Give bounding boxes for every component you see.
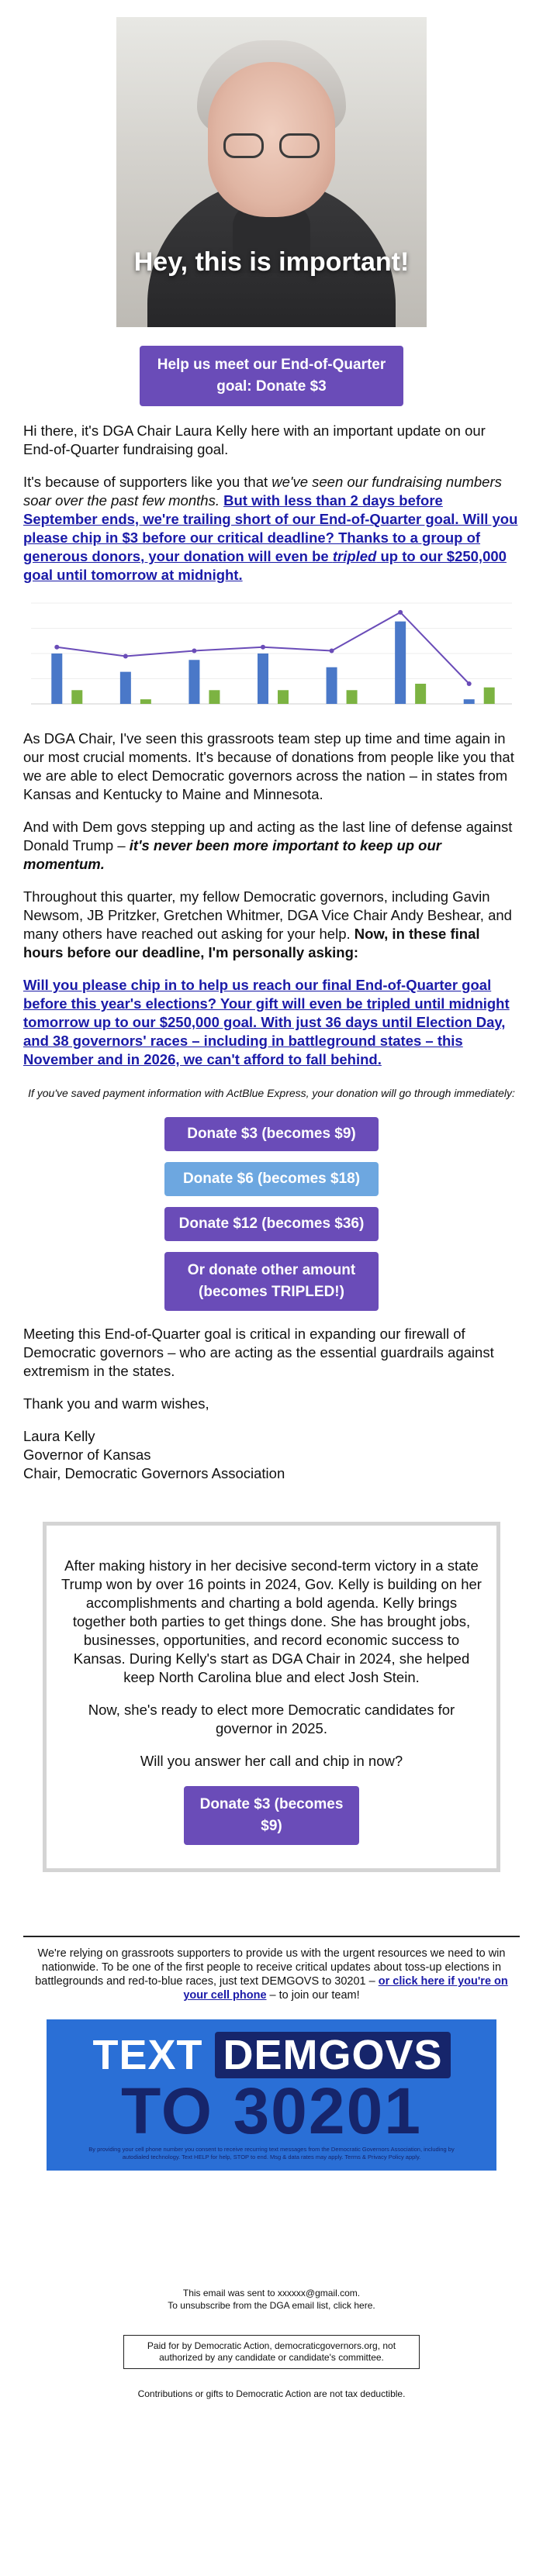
unsubscribe-link[interactable]: click here. xyxy=(333,2300,375,2311)
chart-point-1 xyxy=(54,645,59,650)
donate-3-button[interactable]: Donate $3 (becomes $9) xyxy=(164,1117,379,1151)
donate-text-link[interactable]: But with less than 2 days before September ends, we're trailing short of our End-of-Quarter goal. Will you please chip in $3 before our critical deadline? Thanks to a group of generous donors, your donation will even be tripled up to our $250,000 goal until tomorrow at midnight. xyxy=(23,492,518,583)
chart-bar-green-6 xyxy=(415,684,426,704)
paid-for-disclaimer: Paid for by Democratic Action, democraticgovernors.org, not authorized by any candidate or candidate's committee. xyxy=(123,2335,420,2369)
chart-point-3 xyxy=(192,648,196,653)
text-demgovs-banner[interactable] xyxy=(47,2019,496,2171)
unsubscribe-line: To unsubscribe from the DGA email list, click here. xyxy=(168,2300,375,2311)
closing-line: Thank you and warm wishes, xyxy=(23,1395,209,1412)
footer-text: We're relying on grassroots supporters to provide us with the urgent resources we need to win nationwide. To be one of the first people to receive critical updates about toss-up elections in battlegrounds and red-to-blue races, just text DEMGOVS to 30201 – or click here if you're on your cell phone – to join our team! xyxy=(35,1947,508,2002)
hero-overlay-text: Hey, this is important! xyxy=(133,247,410,277)
chart-bar-blue-1 xyxy=(51,653,62,704)
banner-text-word: TEXT xyxy=(92,2032,203,2078)
chart-bar-green-2 xyxy=(140,699,151,704)
glasses-graphic xyxy=(223,133,320,160)
tax-disclaimer: Contributions or gifts to Democratic Action are not tax deductible. xyxy=(137,2388,406,2399)
chart-point-2 xyxy=(123,654,128,659)
chart-point-6 xyxy=(398,610,403,615)
governors-paragraph: Throughout this quarter, my fellow Democratic governors, including Gavin Newsom, JB Pritzker, Gretchen Whitmer, DGA Vice Chair Andy Beshear, and many others have reached out asking for your help. Now, in these final hours before our deadline, I'm personally asking: xyxy=(23,888,512,960)
bio-donate-button[interactable]: Donate $3 (becomes $9) xyxy=(184,1786,359,1845)
chair-paragraph: As DGA Chair, I've seen this grassroots team step up time and time again in our most crucial moments. It's because of donations from people like you that we are able to elect Democratic governors across the nation – in states from Kansas and Kentucky to Maine and Minnesota. xyxy=(23,730,514,802)
chart-bar-green-5 xyxy=(347,690,358,704)
email-body xyxy=(23,17,520,2400)
actblue-note: If you've saved payment information with ActBlue Express, your donation will go through immediately: xyxy=(28,1087,515,1099)
chart-bar-blue-3 xyxy=(188,660,199,704)
chart-bar-blue-2 xyxy=(120,672,131,704)
firewall-paragraph: Meeting this End-of-Quarter goal is critical in expanding our firewall of Democratic governors – who are acting as the essential guardrails against extremism in the states. xyxy=(23,1326,494,1379)
fundraising-chart xyxy=(23,595,520,712)
chart-point-5 xyxy=(330,648,334,653)
signature-block xyxy=(23,1427,520,1483)
bio-paragraph-2: Now, she's ready to elect more Democratic candidates for governor in 2025. xyxy=(88,1702,455,1736)
chart-bar-blue-7 xyxy=(464,699,475,704)
footer-divider xyxy=(23,1936,520,1937)
chart-bar-blue-6 xyxy=(395,622,406,704)
momentum-paragraph: And with Dem govs stepping up and acting as the last line of defense against Donald Trump – it's never been more important to keep up our momentum. xyxy=(23,819,513,872)
donate-12-button[interactable]: Donate $12 (becomes $36) xyxy=(164,1207,379,1241)
chart-point-4 xyxy=(261,645,265,650)
bio-box xyxy=(43,1522,500,1872)
chart-bar-green-3 xyxy=(209,690,220,704)
fundraising-paragraph: It's because of supporters like you that we've seen our fundraising numbers soar over the past few months. But with less than 2 days before September ends, we're trailing short of our End-of-Quarter goal. Will you please chip in $3 before our critical deadline? Thanks to a group of generous donors, your donation will even be tripled up to our $250,000 goal until tomorrow at midnight. xyxy=(23,474,518,583)
chart-bar-blue-5 xyxy=(327,667,337,704)
chart-bar-green-1 xyxy=(71,690,82,704)
banner-shortcode: TO 30201 xyxy=(120,2074,423,2147)
signature-org: Chair, Democratic Governors Association xyxy=(23,1465,285,1481)
hero-image[interactable] xyxy=(116,17,427,327)
donate-other-button[interactable]: Or donate other amount (becomes TRIPLED!) xyxy=(164,1252,379,1311)
sms-signup-link[interactable]: or click here if you're on your cell phone xyxy=(183,1975,508,2002)
banner-fine-print: By providing your cell phone number you consent to receive recurring text messages from the Democratic Governors Association, including by autodialed technology. Text HELP for help, STOP to end. Msg & data rates may apply. Terms & Privacy Policy apply. xyxy=(88,2146,455,2160)
chart-point-7 xyxy=(467,681,472,686)
final-goal-link[interactable]: Will you please chip in to help us reach our final End-of-Quarter goal before this year's elections? Your gift will even be tripled until midnight tomorrow up to our $250,000 goal. With just 36 days until Election Day, and 38 governors' races – including in battleground states – this November and in 2026, we can't afford to fall behind. xyxy=(23,977,510,1067)
signature-title: Governor of Kansas xyxy=(23,1447,151,1463)
top-donate-button[interactable]: Help us meet our End-of-Quarter goal: Donate $3 xyxy=(140,346,403,406)
chart-bar-blue-4 xyxy=(258,653,268,704)
donate-6-button[interactable]: Donate $6 (becomes $18) xyxy=(164,1162,379,1196)
chart-bar-green-7 xyxy=(484,688,495,704)
chart-bar-green-4 xyxy=(278,690,289,704)
bio-paragraph: After making history in her decisive second-term victory in a state Trump won by over 16 points in 2024, Gov. Kelly is building on her accomplishments and charting a bold agenda. Kelly brings together both parties to get things done. She has brought jobs, businesses, opportunities, and record economic success to Kansas. During Kelly's start as DGA Chair in 2024, she helped keep North Carolina blue and elect Josh Stein. xyxy=(61,1557,482,1685)
signature-name: Laura Kelly xyxy=(23,1428,95,1444)
intro-paragraph: Hi there, it's DGA Chair Laura Kelly here with an important update on our End-of-Quarter fundraising goal. xyxy=(23,422,486,457)
banner-keyword: DEMGOVS xyxy=(215,2032,450,2078)
bio-question: Will you answer her call and chip in now? xyxy=(140,1753,403,1769)
email-recipient-note: This email was sent to xxxxxx@gmail.com. xyxy=(182,2288,361,2298)
